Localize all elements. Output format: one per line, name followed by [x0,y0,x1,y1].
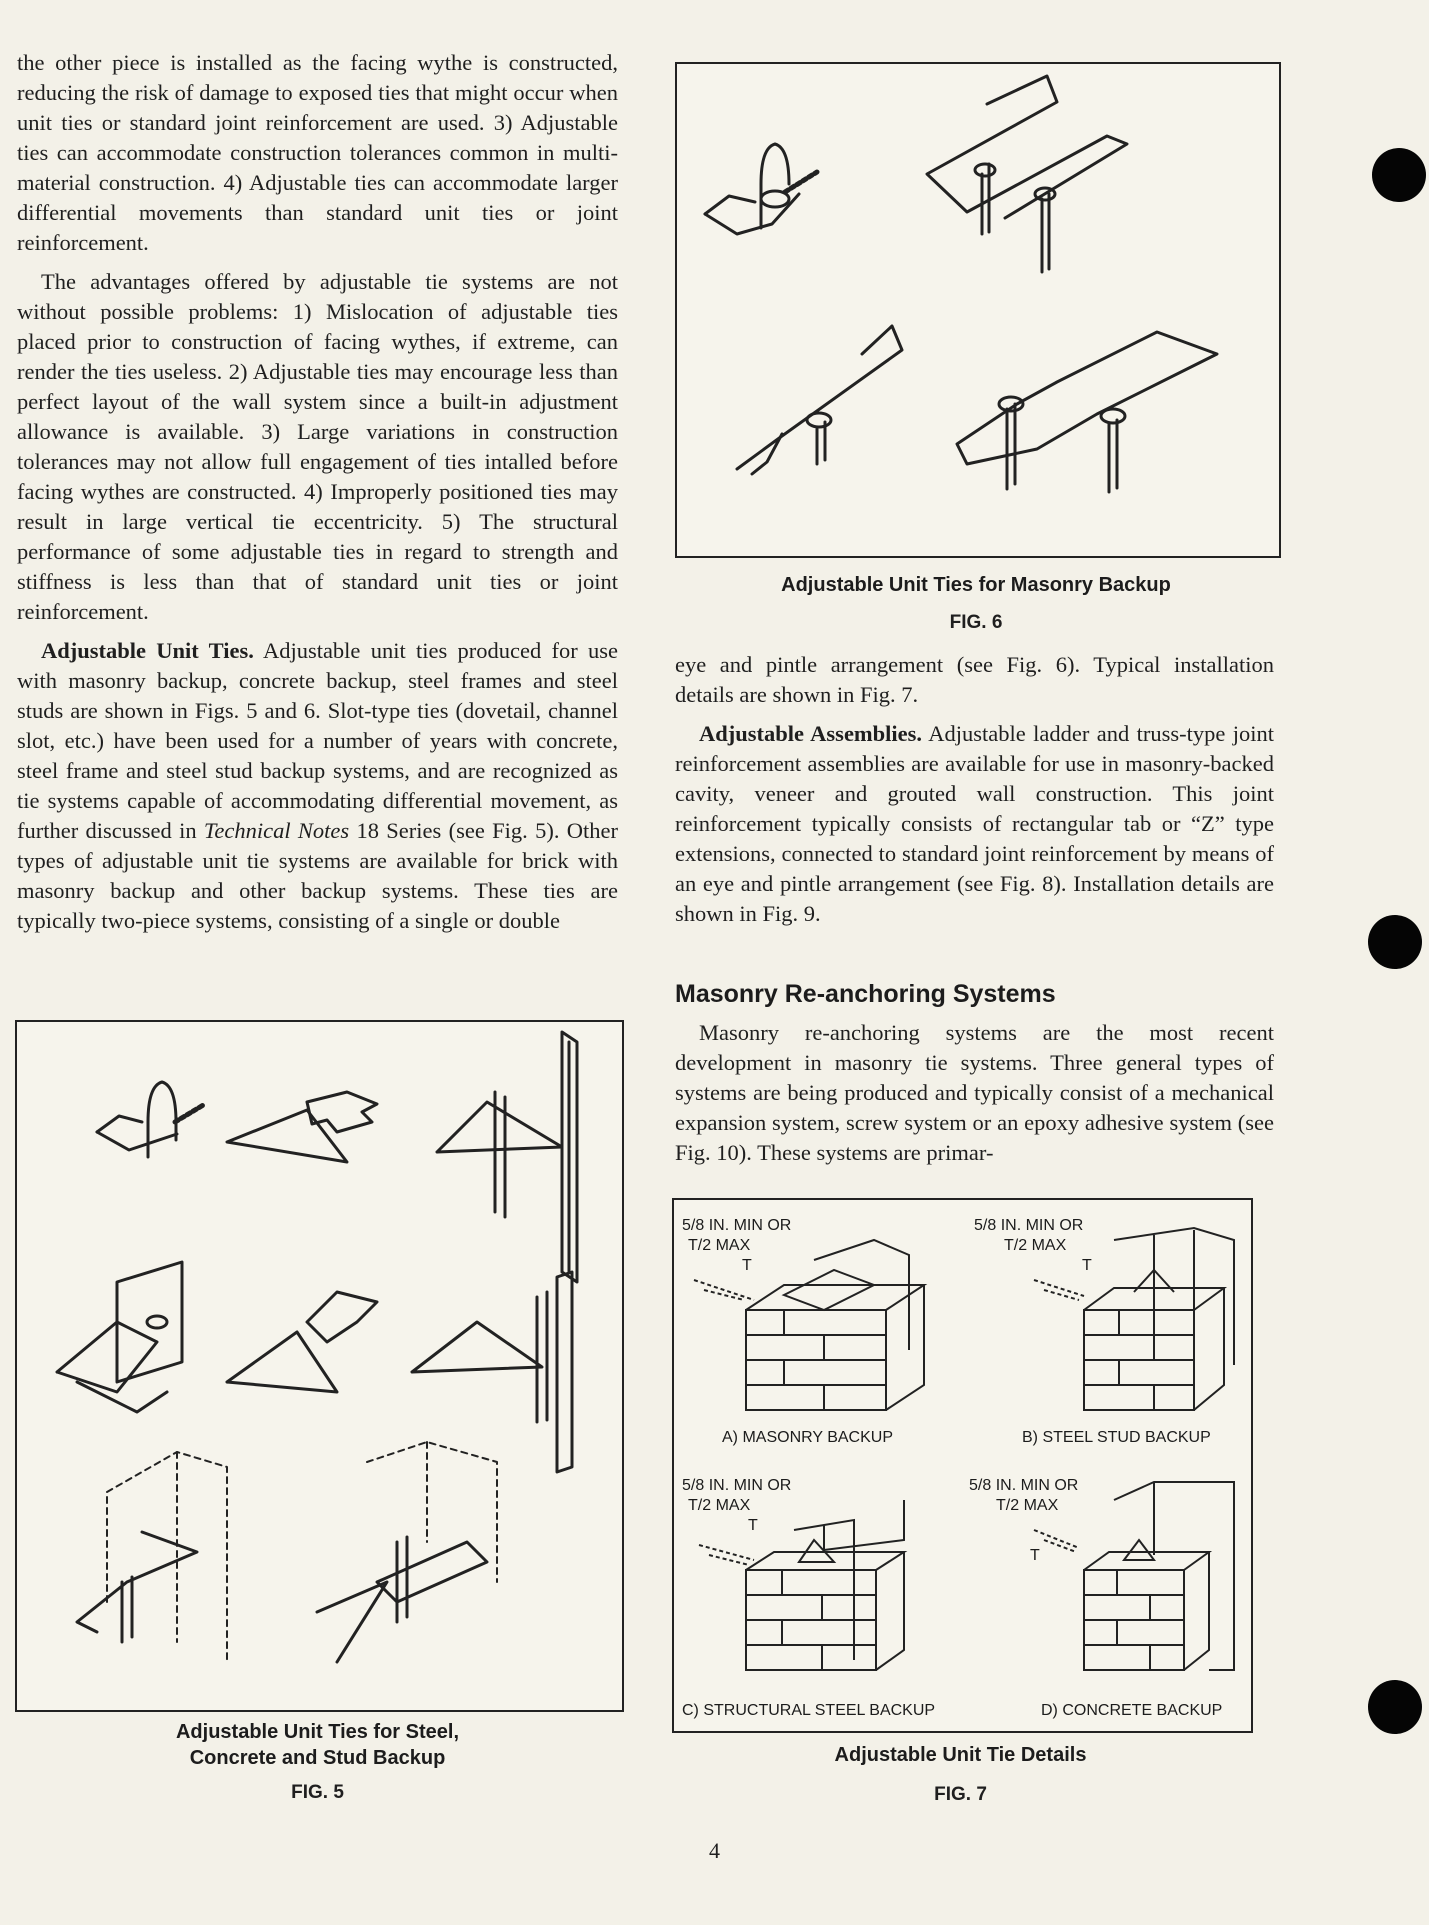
panel-structural-steel-backup [682,1477,935,1719]
svg-text:5/8 IN. MIN OR: 5/8 IN. MIN OR [969,1477,1079,1494]
paragraph-adjustable-unit-ties: Adjustable Unit Ties. Adjustable unit ties produced for use with masonry backup, concrete backup, steel frames and steel studs are shown in Figs. 5 and 6. Slot-type ties (dovetail, channel slot, etc.) have been used for a number of years with concrete, steel frame and steel stud backup systems, and are recognized as tie systems capable of accommodating differential movement, as further discussed in Technical Notes 18 Series (see Fig. 5). Other types of adjustable unit tie systems are available for brick with masonry backup and other backup systems. These ties are typically two-piece systems, consisting of a single or double [17,638,619,933]
fig6-number: FIG. 6 [949,612,1003,633]
paragraph-adjustable-assemblies: Adjustable Assemblies. Adjustable ladder and truss-type joint reinforcement assemblies are available for use in masonry-backed cavity, veneer and grouted wall construction. This joint reinforcement typically consists of rectangular tab or “Z” type extensions, connected to standard joint reinforcement by means of an eye and pintle arrangement (see Fig. 8). Installation details are shown in Fig. 9. [675,721,1275,926]
panel-masonry-backup [682,1217,924,1446]
pintle-hook-tie-icon [97,1082,205,1157]
paragraph-advantages-continued: the other piece is installed as the facing wythe is constructed, reducing the risk of damage to exposed ties that might occur when unit ties or standard joint reinforcement are used. 3) Adjustable ties can accommodate construction tolerances common in multi-material construction. 4) Adjustable ties can accommodate larger differential movements than standard unit ties or joint reinforcement. [17,50,618,255]
concrete-slot-z-tie-icon [77,1452,227,1662]
left-column-text [17,48,618,936]
svg-text:T: T [1082,1257,1092,1274]
dovetail-triangle-tie-icon [227,1092,377,1162]
svg-text:D) CONCRETE BACKUP: D) CONCRETE BACKUP [1041,1702,1223,1719]
lead-adjustable-assemblies: Adjustable Assemblies. [699,721,923,746]
wing-triangle-tie-icon [227,1292,377,1392]
fig6-illustration [675,62,1281,558]
binder-hole-middle [1368,915,1422,969]
rectangular-tab-tie-icon [927,76,1127,272]
section-heading-reanchoring: Masonry Re-anchoring Systems [675,980,1056,1008]
svg-text:T/2 MAX: T/2 MAX [688,1237,751,1254]
svg-text:T: T [742,1257,752,1274]
svg-text:T: T [1030,1547,1040,1564]
svg-text:C) STRUCTURAL STEEL BACKUP: C) STRUCTURAL STEEL BACKUP [682,1702,936,1719]
channel-slot-triangle-tie-icon [437,1032,577,1282]
svg-text:5/8 IN. MIN OR: 5/8 IN. MIN OR [682,1477,792,1494]
fig7-number: FIG. 7 [934,1784,987,1805]
fig7-caption: Adjustable Unit Tie Details [834,1744,1087,1766]
paragraph-reanchoring: Masonry re-anchoring systems are the most recent development in masonry tie systems. Three general types of systems are being produced and typically consist of a mechanical expansion system, screw system or an epoxy adhesive system (see Fig. 10). These systems are primar- [675,1020,1274,1165]
double-eye-rectangular-tie-icon [957,332,1217,492]
lead-adjustable-unit-ties: Adjustable Unit Ties. [41,638,254,663]
technical-notes-reference: Technical Notes [203,818,350,843]
svg-text:T/2 MAX: T/2 MAX [1004,1237,1067,1254]
panel-steel-stud-backup [974,1217,1234,1446]
z-type-tie-icon [737,326,902,474]
steel-plate-pintle-tie-icon [317,1442,497,1662]
svg-text:A) MASONRY BACKUP: A) MASONRY BACKUP [722,1429,894,1446]
svg-text:T: T [748,1517,758,1534]
paragraph-problems: The advantages offered by adjustable tie systems are not without possible problems: 1) Mislocation of adjustable ties placed prior to construction of facing wythes, if extreme, can render the ties useless. 2) Adjustable ties may encourage less than perfect layout of the wall system since a built-in adjustment allowance is available. 3) Large variations in construction tolerances may not allow full engagement of ties intalled before facing wythes are constructed. 4) Improperly positioned ties may result in large vertical tie eccentricity. 5) The structural performance of some adjustable ties in regard to strength and stiffness is less than that of standard unit ties or joint reinforcement. [17,269,618,624]
fig6-caption: Adjustable Unit Ties for Masonry Backup [781,574,1171,596]
svg-text:5/8 IN. MIN OR: 5/8 IN. MIN OR [682,1217,792,1234]
panel-concrete-backup [969,1477,1234,1719]
paragraph-eye-pintle: eye and pintle arrangement (see Fig. 6). Typical installation details are shown in Fig. 7. [675,652,1274,707]
stud-rail-triangle-tie-icon [412,1272,572,1472]
svg-text:T/2 MAX: T/2 MAX [688,1497,751,1514]
fig5-caption: Adjustable Unit Ties for Steel, Concrete and Stud Backup [175,1721,460,1769]
svg-text:B) STEEL STUD BACKUP: B) STEEL STUD BACKUP [1022,1429,1211,1446]
eye-pintle-tie-icon [705,144,817,234]
svg-text:T/2 MAX: T/2 MAX [996,1497,1059,1514]
svg-text:5/8 IN. MIN OR: 5/8 IN. MIN OR [974,1217,1084,1234]
plate-anchor-tie-icon [57,1262,182,1412]
binder-hole-bottom [1368,1680,1422,1734]
binder-hole-top [1372,148,1426,202]
right-column-text-lower [675,1018,1274,1168]
fig5-number: FIG. 5 [291,1782,344,1803]
right-column-text-upper [675,650,1274,929]
fig5-illustration [15,1020,624,1712]
fig7-illustration [672,1198,1253,1733]
page-number: 4 [709,1838,720,1863]
